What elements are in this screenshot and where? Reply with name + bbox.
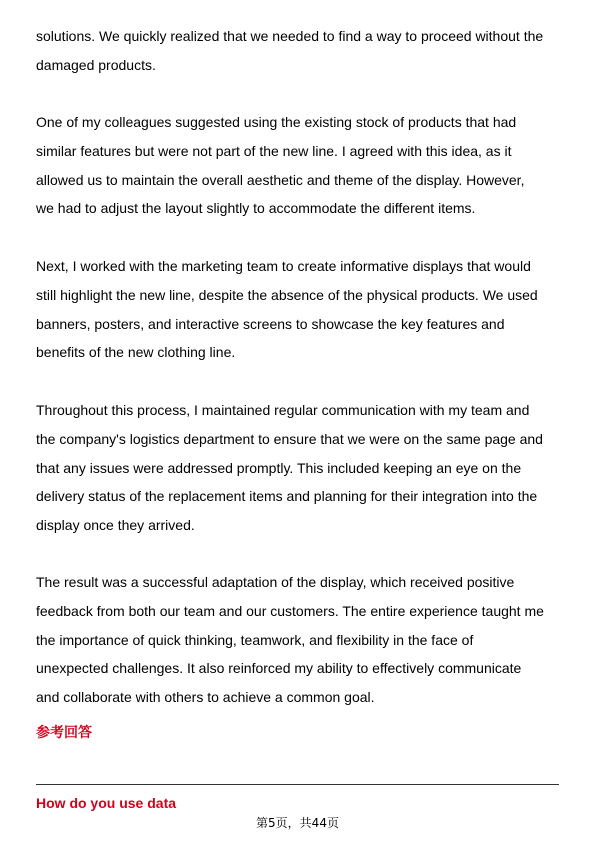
text-line: delivery status of the replacement items and planning for their integration into the xyxy=(36,488,538,504)
text-line: allowed us to maintain the overall aesthetic and theme of the display. However, xyxy=(36,172,525,188)
text-line: the importance of quick thinking, teamwork, and flexibility in the face of xyxy=(36,632,474,648)
text-line: unexpected challenges. It also reinforced my ability to effectively communicate xyxy=(36,660,522,676)
text-line: and collaborate with others to achieve a common goal. xyxy=(36,689,375,705)
text-line: banners, posters, and interactive screens to showcase the key features and xyxy=(36,316,505,332)
text-line: display once they arrived. xyxy=(36,517,195,533)
text-line: similar features but were not part of the new line. I agreed with this idea, as it xyxy=(36,143,512,159)
text-line: benefits of the new clothing line. xyxy=(36,344,236,360)
text-line: feedback from both our team and our customers. The entire experience taught me xyxy=(36,603,544,619)
text-line: The result was a successful adaptation of the display, which received positive xyxy=(36,574,515,590)
text-line: still highlight the new line, despite the absence of the physical products. We used xyxy=(36,287,538,303)
text-line: that any issues were addressed promptly. This included keeping an eye on the xyxy=(36,460,522,476)
text-line: damaged products. xyxy=(36,57,156,73)
text-line: we had to adjust the layout slightly to accommodate the different items. xyxy=(36,200,476,216)
next-question-heading: How do you use data xyxy=(36,795,177,811)
section-divider xyxy=(36,784,559,785)
text-line: Throughout this process, I maintained regular communication with my team and xyxy=(36,402,530,418)
page-footer: 第5页，共44页 xyxy=(256,816,339,830)
reference-answer-heading: 参考回答 xyxy=(36,725,92,741)
text-line: Next, I worked with the marketing team to create informative displays that would xyxy=(36,258,531,274)
text-line: One of my colleagues suggested using the existing stock of products that had xyxy=(36,114,517,130)
text-line: solutions. We quickly realized that we needed to find a way to proceed without the xyxy=(36,28,544,44)
text-line: the company's logistics department to ensure that we were on the same page and xyxy=(36,431,543,447)
